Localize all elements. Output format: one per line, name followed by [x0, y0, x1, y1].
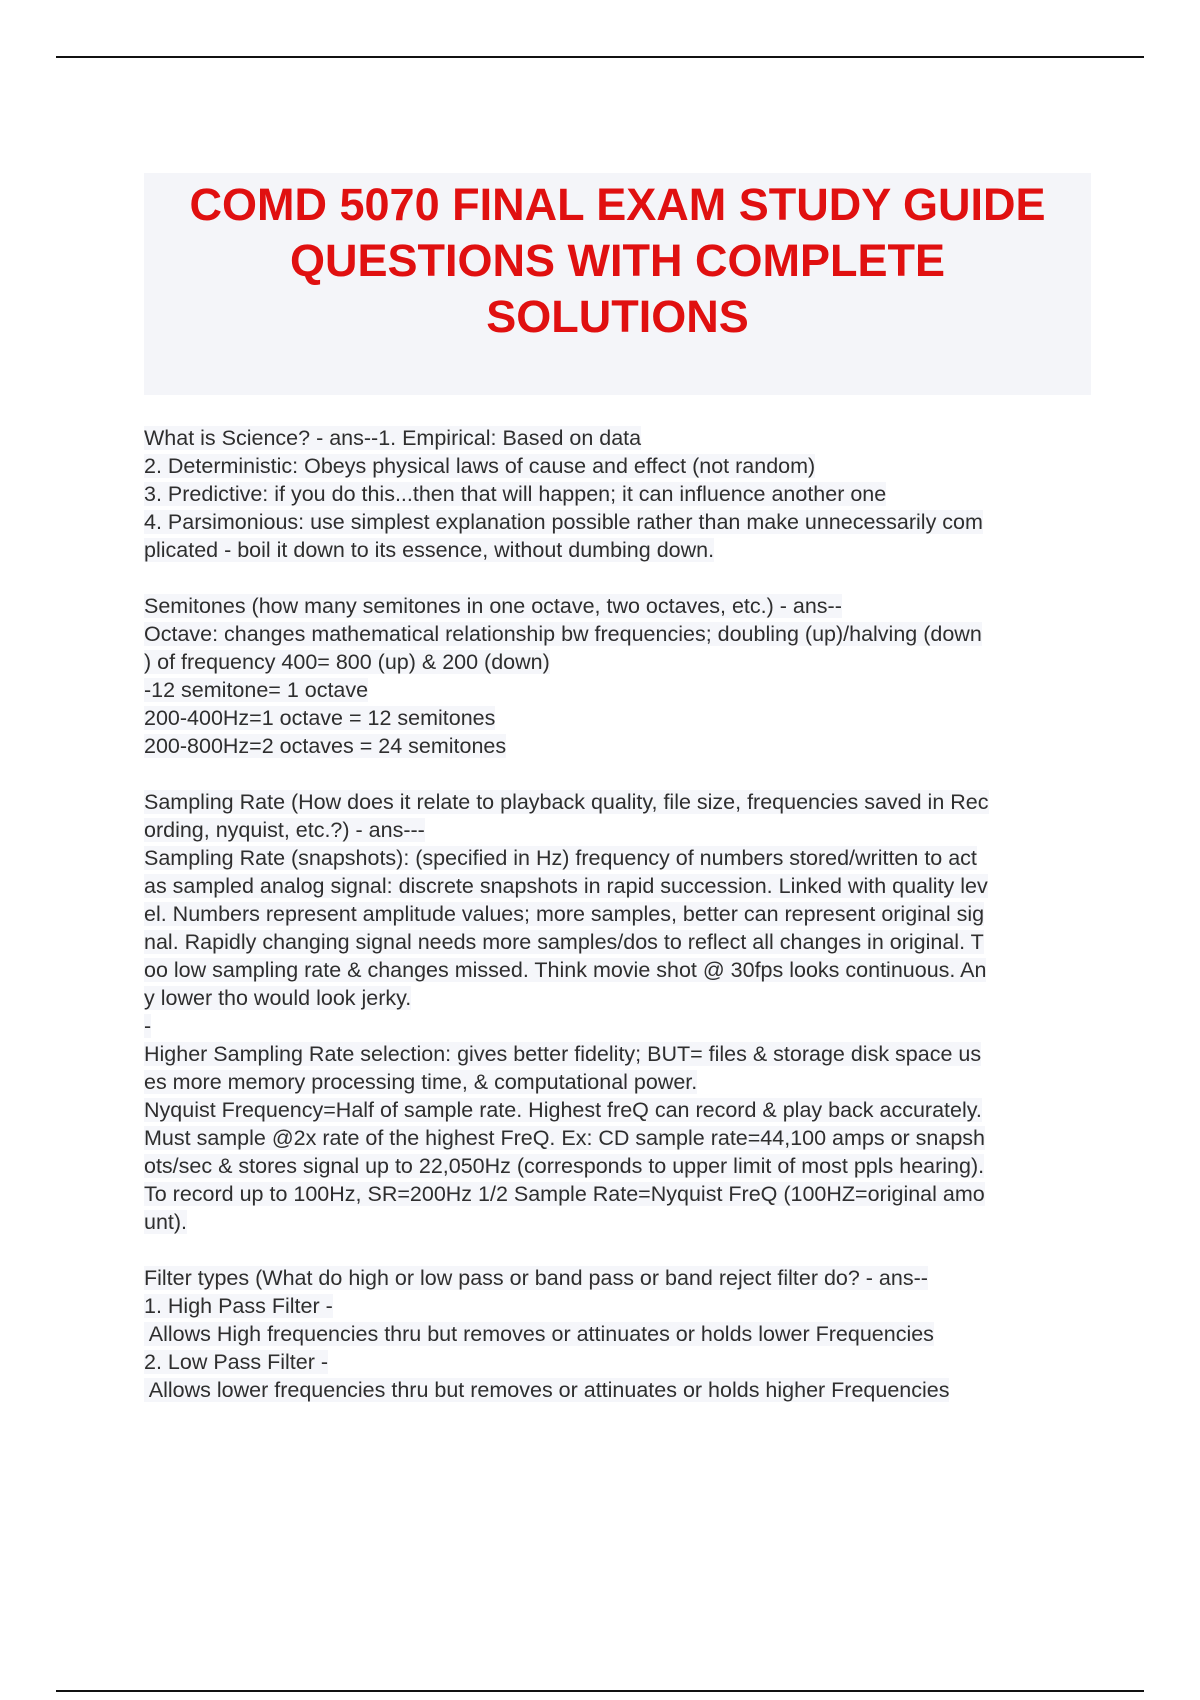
text-line: Sampling Rate (How does it relate to playback quality, file size, frequencies saved in Rec — [144, 790, 989, 814]
document-title-line-3: SOLUTIONS — [486, 291, 749, 342]
text-line: el. Numbers represent amplitude values; more samples, better can represent original sig — [144, 902, 985, 926]
text-line: es more memory processing time, & computational power. — [144, 1070, 698, 1094]
text-line: Sampling Rate (snapshots): (specified in Hz) frequency of numbers stored/written to act — [144, 846, 977, 870]
text-line: 3. Predictive: if you do this...then that will happen; it can influence another one — [144, 482, 887, 506]
text-line: Higher Sampling Rate selection: gives better fidelity; BUT= files & storage disk space us — [144, 1042, 982, 1066]
text-line: Nyquist Frequency=Half of sample rate. Highest freQ can record & play back accurately. — [144, 1098, 982, 1122]
text-line: 200-400Hz=1 octave = 12 semitones — [144, 706, 496, 730]
text-line: 1. High Pass Filter - — [144, 1294, 333, 1318]
text-line: Semitones (how many semitones in one octave, two octaves, etc.) - ans-- — [144, 594, 842, 618]
qa-sampling-rate — [144, 788, 1094, 1236]
text-line: y lower tho would look jerky. — [144, 986, 412, 1010]
text-line: Filter types (What do high or low pass or band pass or band reject filter do? - ans-- — [144, 1266, 928, 1290]
text-line: Allows lower frequencies thru but removes or attinuates or holds higher Frequencies — [144, 1378, 950, 1402]
text-line: 4. Parsimonious: use simplest explanation possible rather than make unnecessarily com — [144, 510, 983, 534]
text-line: ording, nyquist, etc.?) - ans--- — [144, 818, 425, 842]
title-banner — [144, 173, 1091, 395]
text-line: 2. Low Pass Filter - — [144, 1350, 328, 1374]
text-line: Must sample @2x rate of the highest FreQ. Ex: CD sample rate=44,100 amps or snapsh — [144, 1126, 986, 1150]
document-title-line-2: QUESTIONS WITH COMPLETE — [289, 235, 945, 286]
text-line: as sampled analog signal: discrete snapshots in rapid succession. Linked with quality lev — [144, 874, 988, 898]
document-title-line-1: COMD 5070 FINAL EXAM STUDY GUIDE — [189, 179, 1046, 230]
text-line: oo low sampling rate & changes missed. Think movie shot @ 30fps looks continuous. An — [144, 958, 987, 982]
text-line: 200-800Hz=2 octaves = 24 semitones — [144, 734, 507, 758]
text-line: nal. Rapidly changing signal needs more samples/dos to reflect all changes in original. T — [144, 930, 984, 954]
text-line: unt). — [144, 1210, 188, 1234]
top-rule — [56, 56, 1144, 58]
text-line: 2. Deterministic: Obeys physical laws of cause and effect (not random) — [144, 454, 816, 478]
text-line: What is Science? - ans--1. Empirical: Based on data — [144, 426, 642, 450]
text-line: ots/sec & stores signal up to 22,050Hz (corresponds to upper limit of most ppls hearing). — [144, 1154, 985, 1178]
text-line: To record up to 100Hz, SR=200Hz 1/2 Sample Rate=Nyquist FreQ (100HZ=original amo — [144, 1182, 985, 1206]
text-line: Allows High frequencies thru but removes or attinuates or holds lower Frequencies — [144, 1322, 934, 1346]
bottom-rule — [56, 1690, 1144, 1692]
qa-semitones — [144, 592, 1094, 760]
qa-science — [144, 424, 1094, 564]
text-line: plicated - boil it down to its essence, without dumbing down. — [144, 538, 715, 562]
text-line: -12 semitone= 1 octave — [144, 678, 369, 702]
text-line: ) of frequency 400= 800 (up) & 200 (down) — [144, 650, 550, 674]
document-body — [144, 424, 1094, 1404]
text-line: Octave: changes mathematical relationship bw frequencies; doubling (up)/halving (down — [144, 622, 982, 646]
qa-filter-types — [144, 1264, 1094, 1404]
text-line: - — [144, 1014, 152, 1038]
